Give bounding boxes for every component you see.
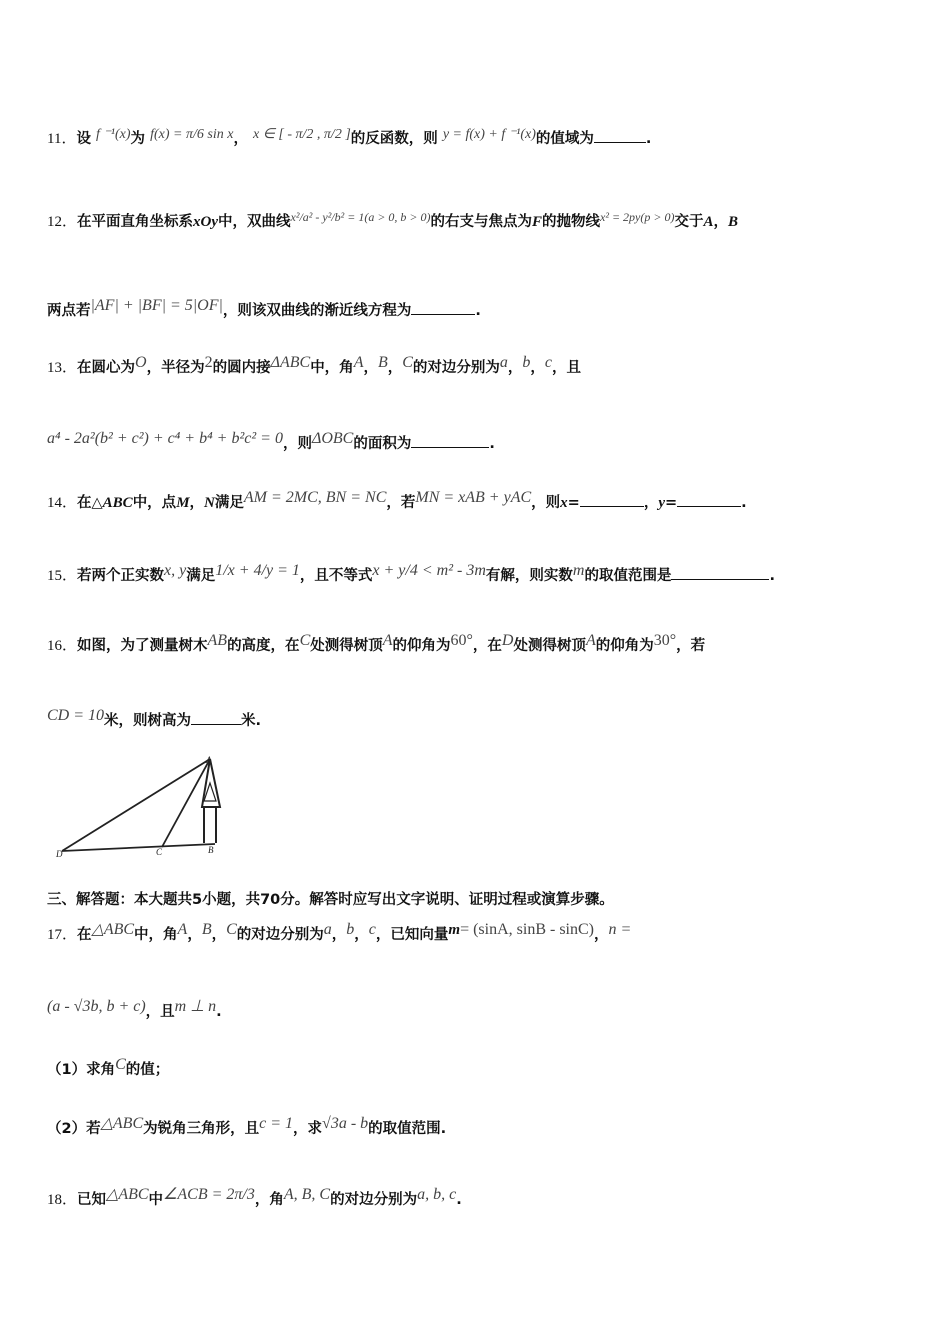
q17-text: ，求 <box>293 1121 323 1137</box>
question-number: 13． <box>47 360 78 376</box>
q17-text: ， <box>593 927 609 943</box>
q13-text: ，半径为 <box>146 360 205 376</box>
section-heading: 三、解答题：本大题共5小题，共70分。解答时应写出文字说明、证明过程或演算步骤。 <box>47 892 614 908</box>
q11-text: 为 <box>130 131 146 147</box>
question-number: 11． <box>47 131 77 147</box>
q12-var: xOy <box>193 214 219 230</box>
q12-line-2 <box>47 297 481 321</box>
q12-text: 的抛物线 <box>542 214 601 230</box>
answer-blank <box>411 433 489 448</box>
q14-text: = <box>664 495 678 511</box>
q17-math: b <box>346 921 355 938</box>
q12-text: 交于 <box>674 214 704 230</box>
q17-math: △ABC <box>100 1115 144 1132</box>
q12-text: 的右支与焦点为 <box>430 214 533 230</box>
q13-text: ，则 <box>282 436 312 452</box>
q16-math: A <box>382 632 393 649</box>
q11-period: . <box>645 131 652 147</box>
figure-label-a: A <box>206 755 212 765</box>
figure-label-c: C <box>156 847 163 857</box>
answer-blank <box>191 710 241 725</box>
q16-text: 处测得树顶 <box>513 638 586 654</box>
q11-text: ， <box>233 131 248 147</box>
q15-text: 若两个正实数 <box>77 568 165 584</box>
q13-math: A <box>353 354 364 371</box>
q17-text: 为锐角三角形，且 <box>143 1121 260 1137</box>
answer-blank <box>677 492 741 507</box>
q13-text: 的面积为 <box>353 436 412 452</box>
q17-math: C <box>115 1056 126 1073</box>
q17-text: ， <box>211 927 227 943</box>
q12-text: 两点若 <box>47 303 91 319</box>
q13-math: C <box>402 354 413 371</box>
q13-equation: a⁴ - 2a²(b² + c²) + c⁴ + b⁴ + b²c² = 0 <box>47 430 283 447</box>
q16-line-2 <box>47 707 262 731</box>
q17-part2 <box>47 1115 447 1139</box>
q17-text: ，已知向量 <box>375 927 449 943</box>
q16-text: ，在 <box>472 638 502 654</box>
q15-text: ，且不等式 <box>299 568 373 584</box>
q15-equation: 1/x + 4/y = 1 <box>215 562 300 579</box>
answer-blank <box>411 300 475 315</box>
q17-part1 <box>47 1056 170 1080</box>
q11-text: 设 <box>76 131 91 147</box>
q16-text: 的高度，在 <box>227 638 300 654</box>
q17-text: ， <box>354 927 369 943</box>
q11-line <box>47 128 651 150</box>
q17-text: 在 <box>77 927 92 943</box>
q13-math: a <box>499 354 508 371</box>
q17-math: c = 1 <box>259 1115 294 1132</box>
q18-text: ，角 <box>254 1192 284 1208</box>
q15-inequality: x + y/4 < m² - 3m <box>372 562 486 579</box>
q16-math: D <box>501 632 514 649</box>
q16-angle: 30° <box>653 632 677 649</box>
q15-text: 有解，则实数 <box>485 568 573 584</box>
q15-text: 满足 <box>186 568 216 584</box>
q14-var: x <box>560 495 568 511</box>
q11-inverse-function: f ⁻¹(x) <box>96 127 131 142</box>
q13-text: 中，角 <box>310 360 354 376</box>
q18-text: 已知 <box>77 1192 107 1208</box>
q14-vector-equation: MN = xAB + yAC <box>415 489 532 506</box>
q14-period: . <box>741 495 747 511</box>
q14-text: 在△ <box>77 495 103 511</box>
q17-text: 的对边分别为 <box>236 927 324 943</box>
question-number: 12． <box>47 214 78 230</box>
q13-math: B <box>377 354 388 371</box>
q11-text: 的反函数，则 <box>350 131 438 147</box>
question-number: 16． <box>47 638 78 654</box>
question-number: 14． <box>47 495 78 511</box>
q13-math: O <box>135 354 147 371</box>
q18-angle: ∠ACB = 2π/3 <box>163 1186 255 1203</box>
q17-math: △ABC <box>91 921 135 938</box>
q12-text: ， <box>713 214 728 230</box>
q17-math: a <box>323 921 332 938</box>
q12-text: 在平面直角坐标系 <box>77 214 194 230</box>
q14-var: ABC <box>102 495 133 511</box>
q13-text: 的圆内接 <box>212 360 271 376</box>
q11-domain: x ∈ [ - π/2 , π/2 ] <box>253 127 351 142</box>
q12-hyperbola: x²/a² - y²/b² = 1(a > 0, b > 0) <box>290 210 431 224</box>
question-number: 15． <box>47 568 78 584</box>
q12-text: 中，双曲线 <box>218 214 291 230</box>
q17-text: ， <box>187 927 202 943</box>
q17-text: （2）若 <box>47 1121 101 1137</box>
q16-text: ，若 <box>676 638 706 654</box>
q14-text: 满足 <box>214 495 244 511</box>
q11-function-def: f(x) = π/6 sin x <box>150 127 234 142</box>
q14-text: ， <box>189 495 205 511</box>
q14-text: 中，点 <box>132 495 177 511</box>
q17-text: ，且 <box>145 1004 175 1020</box>
q17-text: （1）求角 <box>47 1062 116 1078</box>
q13-text: ，且 <box>552 360 582 376</box>
q16-math: AB <box>207 632 228 649</box>
q17-line <box>47 921 632 945</box>
answer-blank <box>671 565 769 580</box>
q17-text: 的值； <box>125 1062 170 1078</box>
q15-period: . <box>769 568 775 584</box>
q13-math: 2 <box>204 354 213 371</box>
q13-text: 的对边分别为 <box>412 360 500 376</box>
q12-var: A <box>703 214 714 230</box>
q13-line-2 <box>47 430 495 454</box>
q15-line <box>47 562 775 586</box>
q18-math: △ABC <box>106 1186 149 1203</box>
q13-line <box>47 354 582 378</box>
figure-ground-line <box>62 844 215 851</box>
q16-line <box>47 632 706 656</box>
q15-math: m <box>572 562 585 579</box>
q18-math: A, B, C <box>283 1186 331 1203</box>
answer-blank <box>594 128 646 143</box>
question-number: 17． <box>47 927 78 943</box>
q16-angle: 60° <box>450 632 473 649</box>
q16-math: A <box>585 632 596 649</box>
q14-var: y <box>658 495 665 511</box>
q11-text: 的值域为 <box>535 131 594 147</box>
figure-label-d: D <box>56 849 63 859</box>
q14-text: ，则 <box>531 495 561 511</box>
q16-text: 米，则树高为 <box>104 713 192 729</box>
q13-text: ， <box>530 360 545 376</box>
q16-math: C <box>299 632 311 649</box>
q14-text: = <box>567 495 580 511</box>
q13-math: b <box>522 354 531 371</box>
q14-text: ， <box>643 495 659 511</box>
q17-math: c <box>368 921 376 938</box>
q17-text: ， <box>331 927 347 943</box>
q17-text: 的取值范围. <box>368 1121 447 1137</box>
q16-text: 处测得树顶 <box>310 638 383 654</box>
q18-line <box>47 1186 462 1210</box>
q17-math: √3a - b <box>322 1115 369 1132</box>
q14-var: N <box>204 495 215 511</box>
q12-var: F <box>532 214 543 230</box>
q12-var: B <box>727 214 738 230</box>
q18-text: . <box>456 1192 462 1208</box>
q17-vector-def: = (sinA, sinB - sinC) <box>460 921 594 938</box>
q17-math: B <box>201 921 212 938</box>
tree-measurement-figure <box>52 755 227 860</box>
figure-line-da <box>62 759 210 851</box>
q18-text: 的对边分别为 <box>330 1192 418 1208</box>
q14-text: ，若 <box>386 495 416 511</box>
q16-text: 的仰角为 <box>595 638 654 654</box>
q15-text: 的取值范围是 <box>584 568 672 584</box>
q16-text: 如图，为了测量树木 <box>77 638 208 654</box>
q13-math: ΔABC <box>270 354 311 371</box>
q17-math: C <box>226 921 237 938</box>
q13-math: c <box>544 354 553 371</box>
q17-math: m ⊥ n <box>174 998 217 1015</box>
q17-text: 中，角 <box>134 927 178 943</box>
q12-text: ，则该双曲线的渐近线方程为 <box>222 303 412 319</box>
q13-text: ， <box>387 360 403 376</box>
q13-text: ， <box>363 360 378 376</box>
q13-text: 在圆心为 <box>77 360 136 376</box>
q16-math: CD = 10 <box>47 707 105 724</box>
q11-sum-function: y = f(x) + f ⁻¹(x) <box>442 127 536 142</box>
q14-vector-condition: AM = 2MC, BN = NC <box>243 489 387 506</box>
q17-line-2 <box>47 998 222 1022</box>
q16-text: 米. <box>241 713 262 729</box>
q12-parabola: x² = 2py(p > 0) <box>600 210 675 224</box>
q12-condition: |AF| + |BF| = 5|OF| <box>90 297 223 314</box>
figure-label-b: B <box>208 845 214 855</box>
q12-line <box>47 212 738 232</box>
q14-line <box>47 489 747 513</box>
q18-text: 中 <box>148 1192 164 1208</box>
q17-vector-m: m <box>448 922 461 938</box>
q16-text: 的仰角为 <box>392 638 451 654</box>
q17-text: . <box>216 1004 222 1020</box>
q14-var: M <box>176 495 190 511</box>
q13-period: . <box>489 436 495 452</box>
q12-period: . <box>475 303 481 319</box>
answer-blank <box>580 492 644 507</box>
q17-math: A <box>177 921 188 938</box>
q15-math: x, y <box>164 562 187 579</box>
q18-math: a, b, c <box>417 1186 457 1203</box>
q17-math: n = <box>608 921 632 938</box>
q13-math: ΔOBC <box>311 430 354 447</box>
question-number: 18． <box>47 1192 78 1208</box>
q13-text: ， <box>507 360 523 376</box>
q17-vector-n: (a - √3b, b + c) <box>47 998 146 1015</box>
